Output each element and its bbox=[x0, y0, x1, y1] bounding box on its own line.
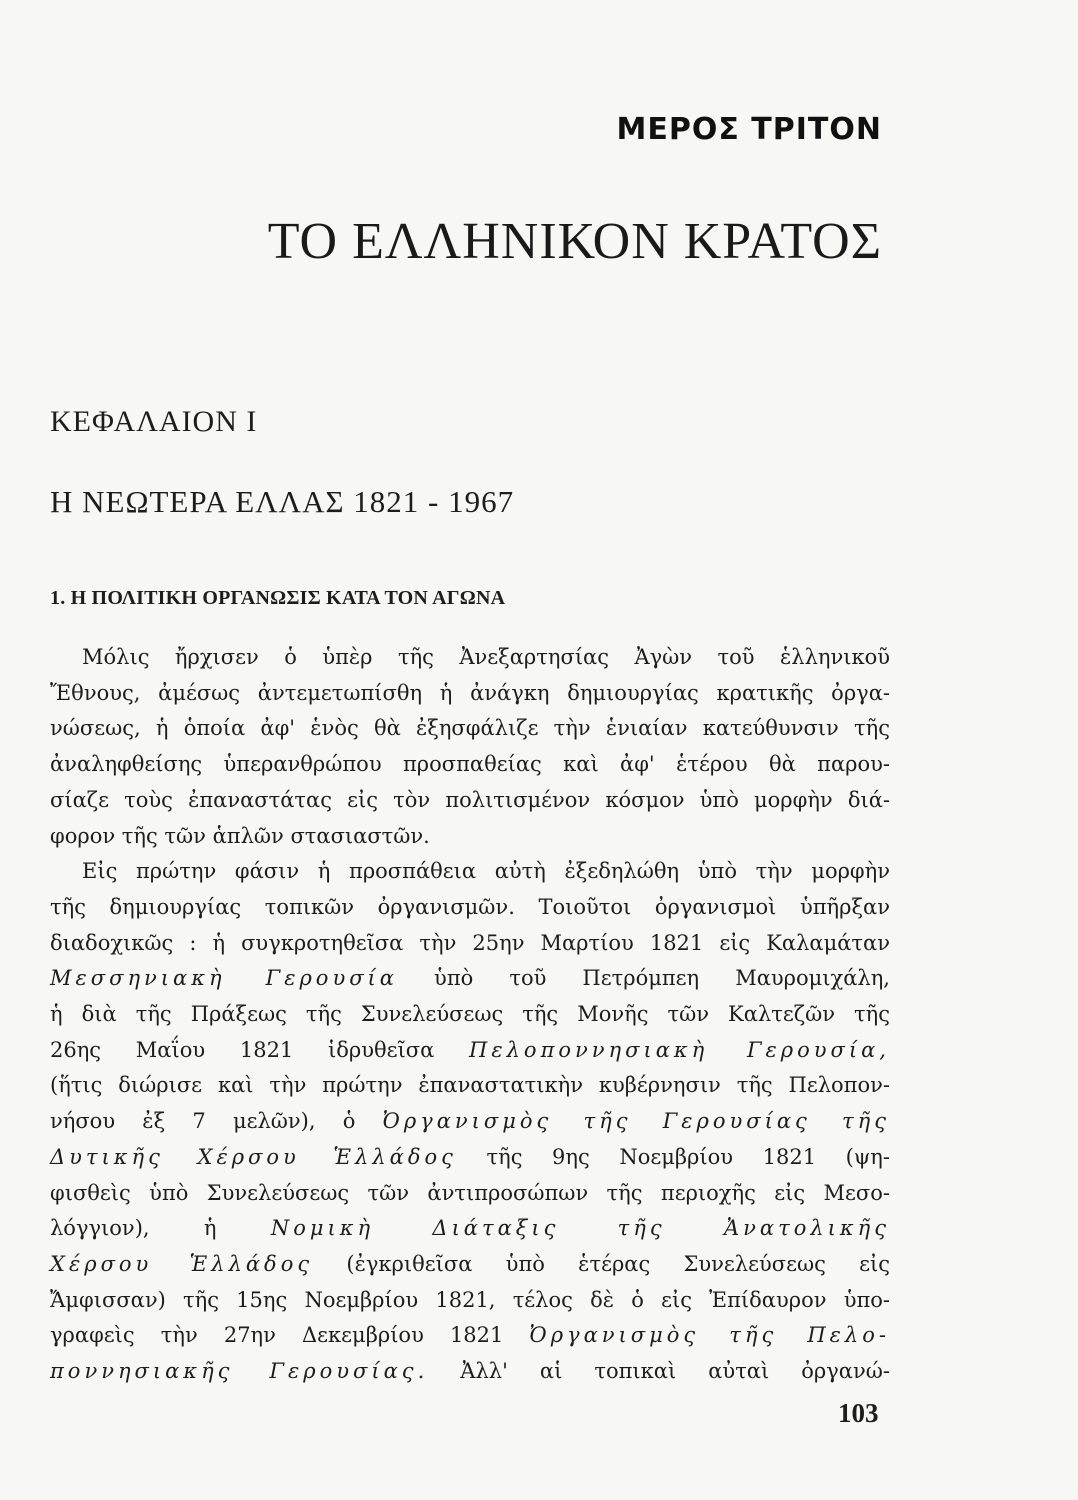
text-line: Μόλις ἤρχισεν ὁ ὑπὲρ τῆς Ἀνεξαρτησίας Ἀγὼν τοῦ ἑλληνικοῦ bbox=[82, 645, 890, 669]
spaced-italic-term: Χέρσου Ἑλλάδος bbox=[50, 1251, 314, 1276]
text-line: Εἰς πρώτην φάσιν ἡ προσπάθεια αὐτὴ ἐξεδηλώθη ὑπὸ τὴν μορφὴν bbox=[82, 859, 890, 884]
spaced-italic-term: Ὀργανισμὸς τῆς Πελο- bbox=[529, 1323, 890, 1348]
text-line: σίαζε τοὺς ἐπαναστάτας εἰς τὸν πολιτισμένον κόσμον ὑπὸ μορφὴν διά- bbox=[50, 787, 890, 812]
text-line: διαδοχικῶς : ἡ συγκροτηθεῖσα τὴν 25ην Μαρτίου 1821 εἰς Καλαμάταν bbox=[50, 930, 890, 955]
text-line: Ἄμφισσαν) τῆς 15ης Νοεμβρίου 1821, τέλος δὲ ὁ εἰς Ἐπίδαυρον ὑπο- bbox=[50, 1287, 890, 1312]
text-line: νώσεως, ἡ ὁποία ἀφ' ἑνὸς θὰ ἐξησφάλιζε τὴν ἑνιαίαν κατεύθυνσιν τῆς bbox=[50, 716, 890, 741]
text-segment: λόγγιον), ἡ bbox=[50, 1216, 217, 1241]
text-line bbox=[50, 1033, 890, 1069]
text-line bbox=[50, 1354, 890, 1390]
chapter-label: ΚΕΦΑΛΑΙΟΝ Ι bbox=[50, 405, 258, 438]
text-segment: νήσου ἐξ 7 μελῶν), ὁ bbox=[50, 1109, 356, 1134]
spaced-italic-term: Μεσσηνιακὴ Γερουσία bbox=[50, 966, 398, 991]
spaced-italic-term: ποννησιακῆς Γερουσίας. bbox=[50, 1359, 429, 1384]
body-text bbox=[50, 640, 890, 1390]
text-line bbox=[50, 961, 890, 997]
text-line: φισθεὶς ὑπὸ Συνελεύσεως τῶν ἀντιπροσώπων τῆς περιοχῆς εἰς Μεσο- bbox=[50, 1180, 890, 1205]
text-segment: γραφεὶς τὴν 27ην Δεκεμβρίου 1821 bbox=[50, 1323, 504, 1348]
text-line bbox=[50, 1247, 890, 1283]
main-title: ΤΟ ΕΛΛΗΝΙΚΟΝ ΚΡΑΤΟΣ bbox=[267, 213, 882, 270]
text-line: ἀναληφθείσης ὑπερανθρώπου προσπαθείας καὶ ἀφ' ἑτέρου θὰ παρου- bbox=[50, 752, 890, 777]
part-title: ΜΕΡΟΣ ΤΡΙΤΟΝ bbox=[616, 112, 882, 147]
spaced-italic-term: Νομικὴ Διάταξις τῆς Ἀνατολικῆς bbox=[270, 1216, 890, 1241]
text-line bbox=[50, 1318, 890, 1354]
chapter-title: Η ΝΕΩΤΕΡΑ ΕΛΛΑΣ 1821 - 1967 bbox=[50, 484, 515, 519]
section-heading: 1. Η ΠΟΛΙΤΙΚΗ ΟΡΓΑΝΩΣΙΣ ΚΑΤΑ ΤΟΝ ΑΓΩΝΑ bbox=[50, 587, 506, 609]
text-segment: ὑπὸ τοῦ Πετρόμπεη Μαυρομιχάλη, bbox=[434, 966, 890, 991]
text-segment: τῆς 9ης Νοεμβρίου 1821 (ψη- bbox=[486, 1144, 890, 1169]
text-segment: 26ης Μαΐου 1821 ἱδρυθεῖσα bbox=[50, 1037, 435, 1062]
text-line bbox=[50, 1140, 890, 1176]
page-number: 103 bbox=[838, 1398, 879, 1428]
text-segment: (ἐγκριθεῖσα ὑπὸ ἑτέρας Συνελεύσεως εἰς bbox=[346, 1251, 890, 1276]
text-line: (ἥτις διώρισε καὶ τὴν πρώτην ἐπαναστατικὴν κυβέρνησιν τῆς Πελοπον- bbox=[50, 1073, 890, 1098]
text-line: ἡ διὰ τῆς Πράξεως τῆς Συνελεύσεως τῆς Μονῆς τῶν Καλτεζῶν τῆς bbox=[50, 1002, 890, 1027]
text-segment: Ἀλλ' αἱ τοπικαὶ αὐταὶ ὀργανώ- bbox=[460, 1359, 890, 1384]
text-line bbox=[50, 1211, 890, 1247]
text-line: τῆς δημιουργίας τοπικῶν ὀργανισμῶν. Τοιοῦτοι ὀργανισμοὶ ὑπῆρξαν bbox=[50, 894, 890, 919]
text-line: Ἔθνους, ἀμέσως ἀντεμετωπίσθη ἡ ἀνάγκη δημιουργίας κρατικῆς ὀργα- bbox=[50, 680, 890, 705]
spaced-italic-term: Δυτικῆς Χέρσου Ἑλλάδος bbox=[50, 1144, 457, 1169]
text-line: φορον τῆς τῶν ἁπλῶν στασιαστῶν. bbox=[50, 823, 430, 848]
spaced-italic-term: Πελοποννησιακὴ Γερουσία, bbox=[469, 1037, 890, 1062]
text-line bbox=[50, 1104, 890, 1140]
spaced-italic-term: Ὀργανισμὸς τῆς Γερουσίας τῆς bbox=[382, 1109, 890, 1134]
